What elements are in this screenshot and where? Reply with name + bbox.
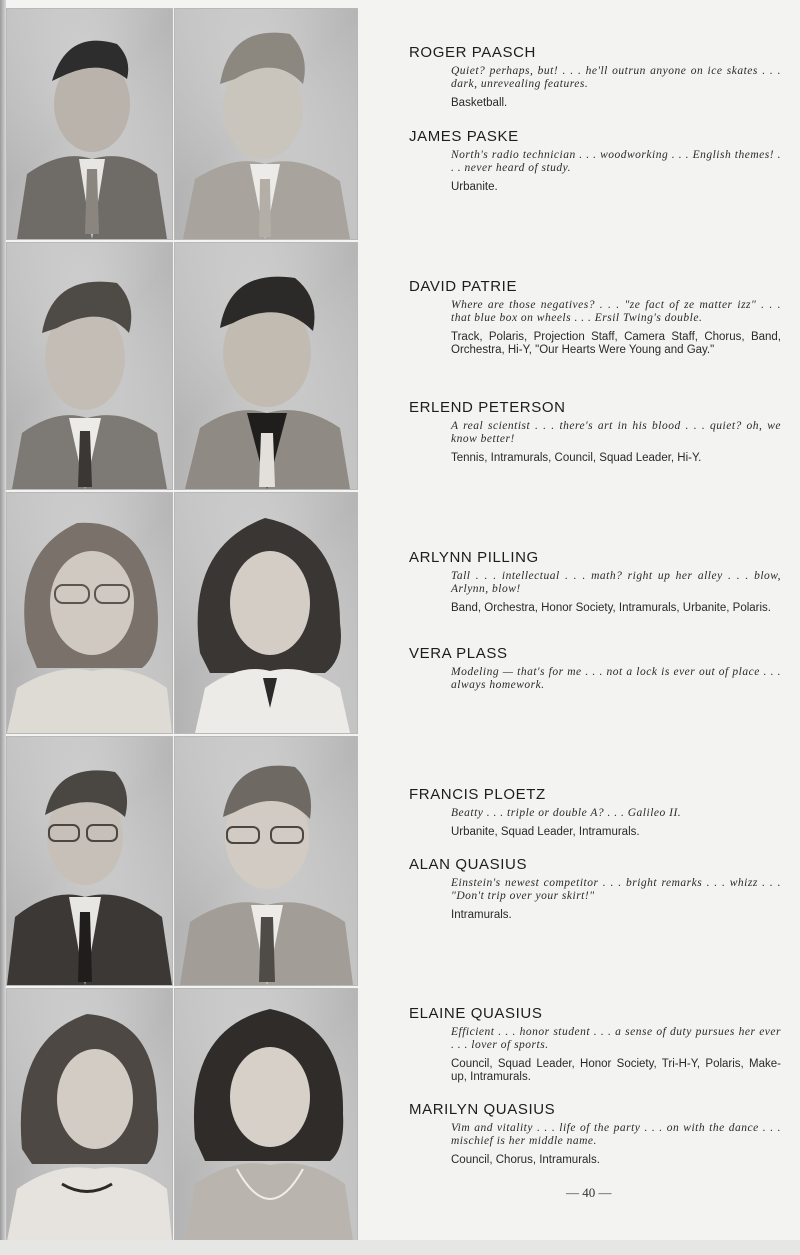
portrait-david-patrie: [6, 242, 173, 490]
student-activities: Basketball.: [451, 97, 508, 109]
entry-vera-plass: [409, 645, 781, 692]
student-activities: Intramurals.: [451, 909, 512, 921]
student-activities: Track, Polaris, Projection Staff, Camera Staff, Chorus, Band, Orchestra, Hi-Y, "Our Hearts Were Young and Gay.": [451, 331, 781, 356]
student-activities: Urbanite, Squad Leader, Intramurals.: [451, 826, 640, 838]
student-quote: Tall . . . intellectual . . . math? right up her alley . . . blow, Arlynn, blow!: [451, 570, 781, 595]
portrait-james-paske: [174, 8, 358, 240]
student-name: JAMES PASKE: [409, 128, 519, 145]
entry-david-patrie: [409, 278, 781, 357]
student-activities: Tennis, Intramurals, Council, Squad Leader, Hi-Y.: [451, 452, 702, 464]
student-name: ERLEND PETERSON: [409, 399, 566, 416]
student-activities: Council, Chorus, Intramurals.: [451, 1154, 600, 1166]
student-activities: Band, Orchestra, Honor Society, Intramurals, Urbanite, Polaris.: [451, 602, 772, 614]
entry-francis-ploetz: [409, 786, 781, 839]
student-quote: Einstein's newest competitor . . . bright remarks . . . whizz . . . "Don't trip over your skirt!": [451, 877, 781, 902]
portrait-grid: [6, 8, 356, 1240]
student-activities: Council, Squad Leader, Honor Society, Tri-H-Y, Polaris, Make-up, Intramurals.: [451, 1058, 781, 1083]
entry-alan-quasius: [409, 856, 781, 922]
page-bottom-edge: [0, 1240, 800, 1255]
student-name: ROGER PAASCH: [409, 44, 536, 61]
entry-roger-paasch: [409, 44, 781, 110]
student-quote: Modeling — that's for me . . . not a lock is ever out of place . . . always homework.: [451, 666, 781, 691]
portrait-francis-ploetz: [6, 736, 173, 986]
student-name: ARLYNN PILLING: [409, 549, 539, 566]
student-quote: North's radio technician . . . woodworking . . . English themes! . . . never heard of study.: [451, 149, 781, 174]
student-quote: Beatty . . . triple or double A? . . . Galileo II.: [451, 807, 682, 819]
student-activities: Urbanite.: [451, 181, 498, 193]
entry-erlend-peterson: [409, 399, 781, 465]
student-quote: Quiet? perhaps, but! . . . he'll outrun anyone on ice skates . . . dark, unrevealing features.: [451, 65, 781, 90]
entry-james-paske: [409, 128, 781, 194]
student-quote: Vim and vitality . . . life of the party . . . on with the dance . . . mischief is her middle name.: [451, 1122, 781, 1147]
portrait-roger-paasch: [6, 8, 173, 240]
student-name: MARILYN QUASIUS: [409, 1101, 556, 1118]
student-name: FRANCIS PLOETZ: [409, 786, 546, 803]
portrait-elaine-quasius: [6, 988, 173, 1242]
student-name: ALAN QUASIUS: [409, 856, 528, 873]
entry-marilyn-quasius: [409, 1101, 781, 1167]
student-name: VERA PLASS: [409, 645, 508, 662]
entry-arlynn-pilling: [409, 549, 781, 615]
portrait-marilyn-quasius: [174, 988, 358, 1242]
student-name: ELAINE QUASIUS: [409, 1005, 543, 1022]
student-quote: Where are those negatives? . . . "ze fact of ze matter izz" . . . that blue box on wheels . . . Ersil Twing's double.: [451, 299, 781, 324]
portrait-alan-quasius: [174, 736, 358, 986]
student-quote: Efficient . . . honor student . . . a sense of duty pursues her ever . . . lover of sports.: [451, 1026, 781, 1051]
entry-elaine-quasius: [409, 1005, 781, 1084]
student-quote: A real scientist . . . there's art in his blood . . . quiet? oh, we know better!: [451, 420, 781, 445]
student-name: DAVID PATRIE: [409, 278, 518, 295]
page-number: — 40 —: [566, 1185, 612, 1200]
portrait-erlend-peterson: [174, 242, 358, 490]
portrait-vera-plass: [174, 492, 358, 734]
portrait-arlynn-pilling: [6, 492, 173, 734]
